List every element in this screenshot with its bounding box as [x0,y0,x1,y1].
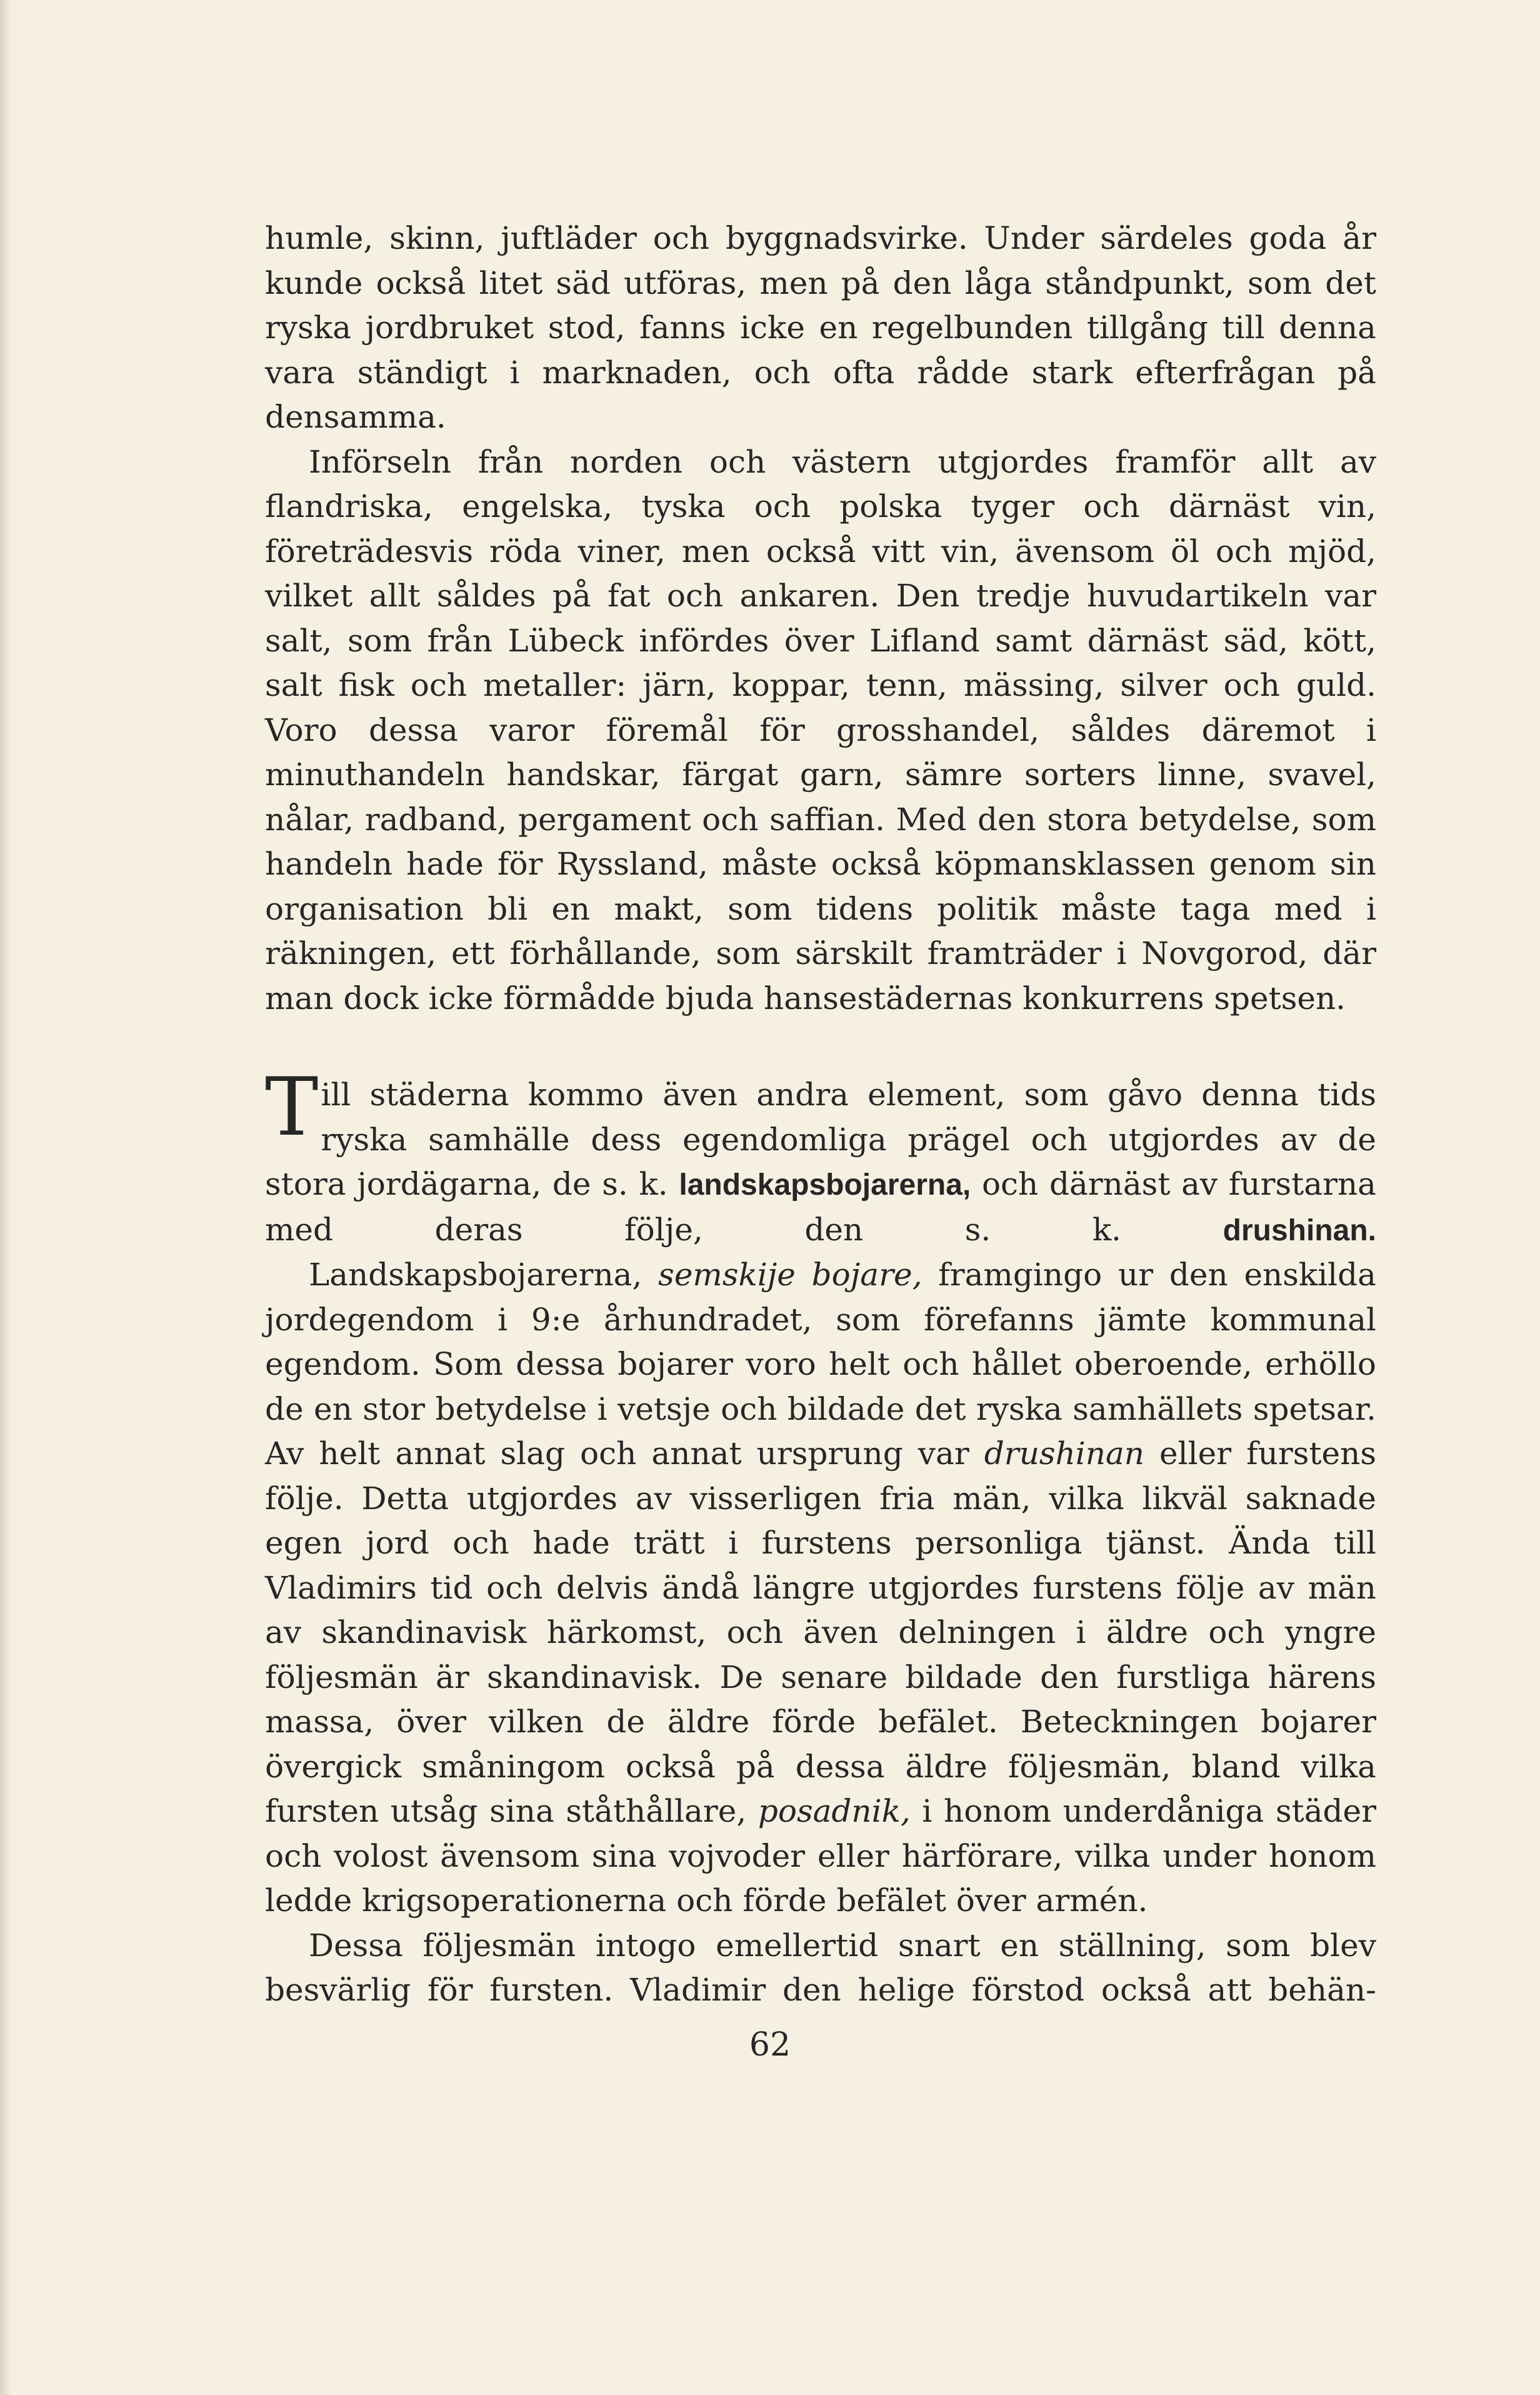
text-run: och därnäst av furstarna med deras följe, den s. k. [265,1166,1376,1248]
paragraph-bojars [265,1253,1376,1924]
term-drushinan-italic: drushinan [984,1435,1144,1472]
term-posadnik: posadnik, [758,1793,911,1829]
paragraph-followers: Dessa följesmän intogo emellertid snart en ställning, som blev besvärlig för fursten. Vladimir den helige förstod också att behän- [265,1927,1376,2008]
text-run: Landskapsbojarerna, [309,1257,659,1293]
term-semskije-bojare: semskije bojare, [658,1257,922,1293]
text-block-lower [265,1061,1376,2013]
text-run: i honom underdåniga städer och volost ävensom sina vojvoder eller härförare, vilka under honom ledde krigsoperationerna och förde befälet över armén. [265,1793,1376,1919]
text-run: framgingo ur den enskilda jordegendom i 9:e århundradet, som förefanns jämte kommunal egendom. Som dessa bojarer voro helt och hållet oberoende, erhöllo de en stor betydelse i vetsje och bildade det ryska samhällets spetsar. Av helt annat slag och annat ursprung var [265,1257,1376,1472]
paragraph-trade-imports: Införseln från norden och västern utgjordes framför allt av flandriska, engelska, tyska och polska tyger och därnäst vin, företrädesvis röda viner, men också vitt vin, ävensom öl och mjöd, vilket allt såldes på fat och ankaren. Den tredje huvudartikeln var salt, som från Lübeck infördes över Lifland samt därnäst säd, kött, salt fisk och metaller: järn, koppar, tenn, mässing, silver och guld. Voro dessa varor föremål för grosshandel, såldes däremot i minuthandeln handskar, färgat garn, sämre sorters linne, svavel, nålar, radband, pergament och saffian. Med den stora betydelse, som handeln hade för Ryssland, måste också köpmansklassen genom sin organisation bli en makt, som tidens politik måste taga med i räkningen, ett förhållande, som särskilt framträder i Novgorod, där man dock icke förmådde bjuda hansestädernas konkurrens spetsen. [265,443,1376,1017]
text-run: eller furstens följe. Detta utgjordes av visserligen fria män, vilka likväl saknade egen jord och hade trätt i furstens personliga tjänst. Ända till Vladimirs tid och delvis ändå längre utgjordes furstens följe av män av skandinavisk härkomst, och även delningen i äldre och yngre följesmän är skandinavisk. De senare bildade den furstliga härens massa, över vilken de äldre förde befälet. Beteckningen bojarer övergick småningom också på dessa äldre följesmän, bland vilka fursten utsåg sina ståthållare, [265,1435,1376,1829]
text-block-upper [265,216,1376,1021]
paragraph-trade-exports: humle, skinn, juftläder och byggnadsvirke. Under särdeles goda år kunde också litet säd utföras, men på den låga ståndpunkt, som det ryska jordbruket stod, fanns icke en regelbunden tillgång till denna vara ständigt i marknaden, och ofta rådde stark efterfrågan på densamma. [265,220,1376,435]
term-landskapsbojarerna: landskapsbojarerna, [679,1168,971,1202]
paragraph-elements [265,1061,1376,1253]
term-drushinan: drushinan. [1222,1213,1376,1247]
page-number: 62 [749,2026,791,2064]
drop-cap: T [265,1061,319,1154]
text-run: ill städerna kommo även andra element, som gåvo denna tids ryska samhälle dess egendomliga prägel och utgjordes av de stora jordägarna, de s. k. [265,1077,1376,1202]
